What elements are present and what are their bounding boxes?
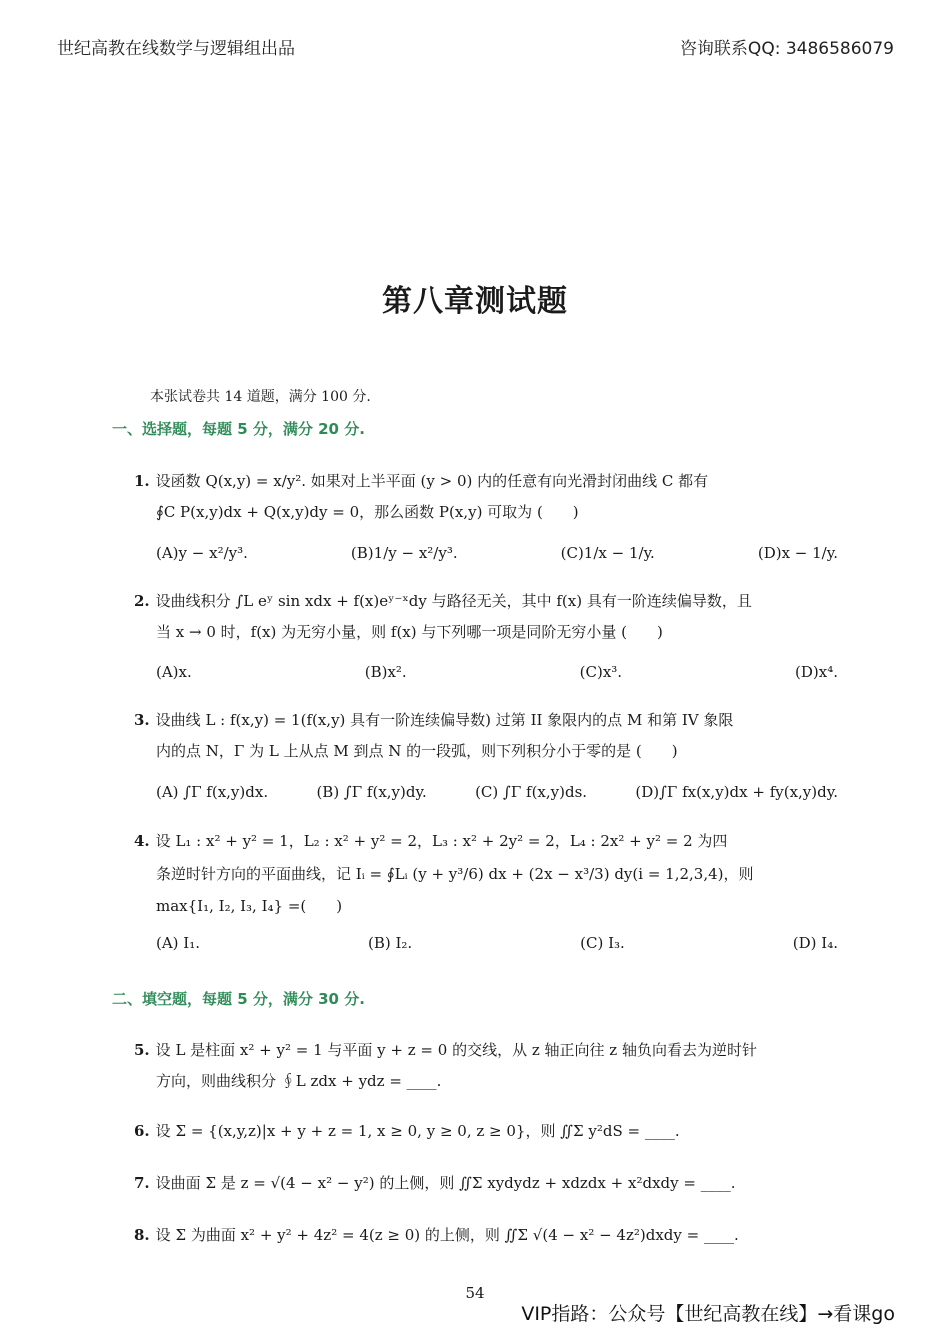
question-8	[134, 1220, 838, 1251]
option-a: (A) I₁.	[156, 934, 201, 952]
question-text: 内的点 N，Γ 为 L 上从点 M 到点 N 的一段弧，则下列积分小于零的是 ( )	[156, 742, 678, 760]
question-4	[134, 826, 838, 922]
option-c: (C) ∫Γ f(x,y)ds.	[475, 783, 588, 801]
question-text: 设 L₁ : x² + y² = 1，L₂ : x² + y² = 2，L₃ : x² + 2y² = 2，L₄ : 2x² + y² = 2 为四	[155, 832, 728, 850]
question-number: 4.	[134, 832, 150, 850]
question-6	[134, 1116, 838, 1147]
question-text: 当 x → 0 时，f(x) 为无穷小量，则 f(x) 与下列哪一项是同阶无穷小量 ( )	[156, 623, 663, 641]
question-5	[134, 1035, 838, 1097]
option-a: (A)x.	[156, 663, 192, 681]
question-text: 设 Σ = {(x,y,z)|x + y + z = 1, x ≥ 0, y ≥ 0, z ≥ 0}，则 ∬Σ y²dS = ____.	[155, 1122, 680, 1140]
section-fill-heading: 二、填空题，每题 5 分，满分 30 分.	[112, 990, 365, 1008]
intro-text: 本张试卷共 14 道题，满分 100 分.	[150, 389, 371, 405]
option-d: (D)∫Γ fx(x,y)dx + fy(x,y)dy.	[635, 783, 838, 801]
option-b: (B)1/y − x²/y³.	[350, 544, 458, 562]
question-number: 6.	[134, 1122, 150, 1140]
option-a: (A) ∫Γ f(x,y)dx.	[156, 783, 269, 801]
option-d: (D)x⁴.	[795, 663, 838, 681]
question-number: 2.	[134, 592, 150, 610]
option-c: (C)x³.	[579, 663, 623, 681]
page-number: 54	[465, 1284, 485, 1302]
option-b: (B) ∫Γ f(x,y)dy.	[316, 783, 427, 801]
option-c: (C) I₃.	[580, 934, 625, 952]
question-number: 1.	[134, 472, 150, 490]
option-a: (A)y − x²/y³.	[156, 544, 248, 562]
question-7	[134, 1168, 838, 1199]
question-text: 设曲线 L : f(x,y) = 1(f(x,y) 具有一阶连续偏导数) 过第 II 象限内的点 M 和第 IV 象限	[155, 711, 734, 729]
question-text: 设 Σ 为曲面 x² + y² + 4z² = 4(z ≥ 0) 的上侧，则 ∬Σ √(4 − x² − 4z²)dxdy = ____.	[155, 1226, 739, 1244]
question-4-options	[156, 934, 838, 952]
question-1-options	[156, 544, 838, 562]
option-b: (B)x².	[364, 663, 407, 681]
question-1	[134, 466, 838, 528]
question-number: 3.	[134, 711, 150, 729]
header-right: 咨询联系QQ: 3486586079	[679, 39, 894, 59]
question-text: 设函数 Q(x,y) = x/y². 如果对上半平面 (y > 0) 内的任意有向光滑封闭曲线 C 都有	[155, 472, 709, 490]
question-text: ∮C P(x,y)dx + Q(x,y)dy = 0，那么函数 P(x,y) 可取为 ( )	[156, 503, 579, 521]
question-text: 设曲面 Σ 是 z = √(4 − x² − y²) 的上侧，则 ∬Σ xydydz + xdzdx + x²dxdy = ____.	[155, 1174, 736, 1192]
question-number: 5.	[134, 1041, 150, 1059]
question-text: 条逆时针方向的平面曲线，记 Iᵢ = ∮Lᵢ (y + y³/6) dx + (2x − x³/3) dy(i = 1,2,3,4)，则	[156, 865, 754, 883]
option-b: (B) I₂.	[367, 934, 413, 952]
option-c: (C)1/x − 1/y.	[560, 544, 655, 562]
option-d: (D)x − 1/y.	[757, 544, 838, 562]
question-number: 8.	[134, 1226, 150, 1244]
question-text: 设曲线积分 ∫L eʸ sin xdx + f(x)eʸ⁻ˣdy 与路径无关，其中 f(x) 具有一阶连续偏导数，且	[155, 592, 752, 610]
page-title: 第八章测试题	[382, 284, 568, 319]
question-number: 7.	[134, 1174, 150, 1192]
question-2-options	[156, 663, 838, 681]
footer-promo: VIP指路：公众号【世纪高教在线】→看课go	[521, 1303, 895, 1325]
header-left: 世纪高教在线数学与逻辑组出品	[57, 39, 295, 59]
question-2	[134, 586, 838, 648]
question-text: 设 L 是柱面 x² + y² = 1 与平面 y + z = 0 的交线，从 z 轴正向往 z 轴负向看去为逆时针	[155, 1041, 757, 1059]
question-text: max{I₁, I₂, I₃, I₄} =( )	[156, 897, 343, 915]
question-3-options	[156, 783, 838, 801]
question-text: 方向，则曲线积分 ∮L zdx + ydz = ____.	[156, 1072, 442, 1090]
section-choice-heading: 一、选择题，每题 5 分，满分 20 分.	[112, 420, 365, 438]
question-3	[134, 705, 838, 767]
option-d: (D) I₄.	[792, 934, 838, 952]
